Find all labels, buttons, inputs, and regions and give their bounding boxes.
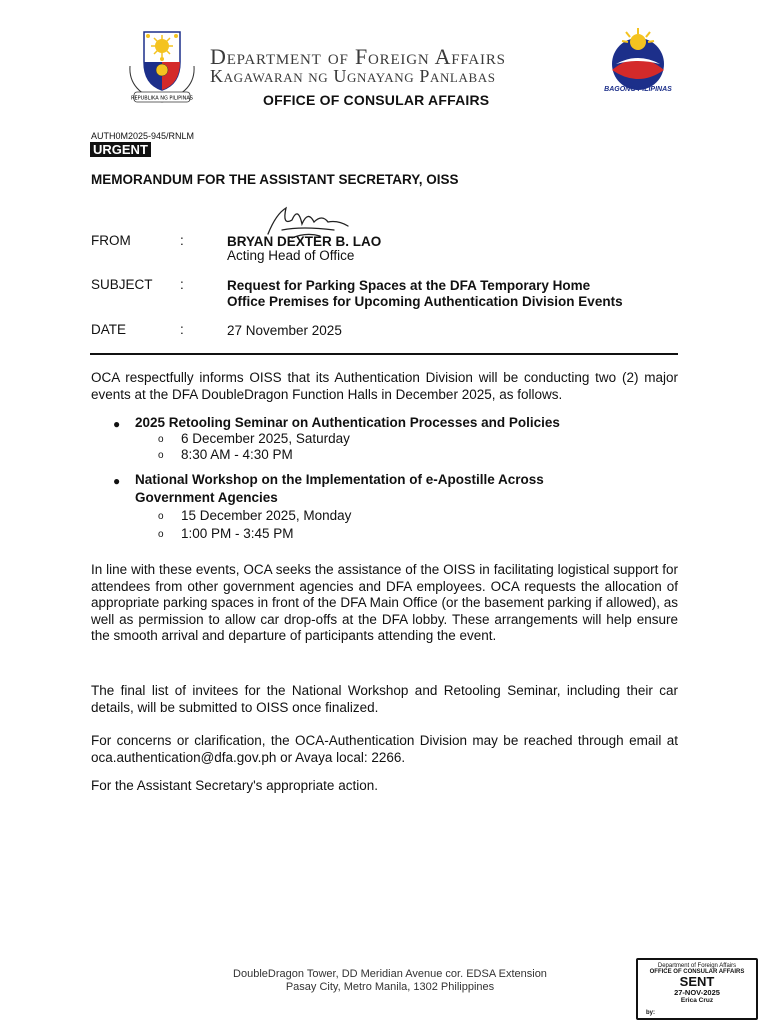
- footer-address-line-1: DoubleDragon Tower, DD Meridian Avenue cor. EDSA Extension: [233, 968, 547, 980]
- from-label: FROM: [91, 233, 131, 248]
- bagong-pilipinas-label: BAGONG PILIPINAS: [604, 86, 672, 93]
- department-title: Department of Foreign Affairs: [210, 44, 506, 69]
- event-2-date-bullet: o: [158, 511, 164, 522]
- event-1-date-bullet: o: [158, 434, 164, 445]
- event-1-title: 2025 Retooling Seminar on Authentication Processes and Policies: [135, 415, 560, 430]
- date-label: DATE: [91, 322, 127, 337]
- subject-line-2: Office Premises for Upcoming Authentication Division Events: [227, 294, 623, 309]
- event-2-title: National Workshop on the Implementation of e-Apostille Across Government Agencies: [135, 472, 544, 505]
- from-title: Acting Head of Office: [227, 248, 355, 263]
- stamp-by-label: by:: [646, 1010, 655, 1016]
- invitees-paragraph: The final list of invitees for the National Workshop and Retooling Seminar, including their car details, will be submitted to OISS once finalized.: [91, 683, 678, 715]
- subject-colon: :: [180, 277, 184, 292]
- event-2-time-bullet: o: [158, 529, 164, 540]
- event-1-bullet: ●: [113, 417, 121, 431]
- stamp-date: 27-NOV-2025: [674, 988, 720, 997]
- sent-stamp: [636, 958, 758, 1020]
- contact-paragraph: For concerns or clarification, the OCA-Authentication Division may be reached through email at oca.authentication@dfa.gov.ph or Avaya local: 2266.: [91, 733, 678, 765]
- event-2-time: 1:00 PM - 3:45 PM: [181, 526, 294, 541]
- logistics-paragraph: In line with these events, OCA seeks the assistance of the OISS in facilitating logistical support for attendees from other government agencies and DFA employees. OCA requests the allocation of appropriate parking spaces in front of the DFA Main Office (or the basement parking if allowed), as well as permission to allow car drop-offs at the DFA lobby. These arrangements will help ensure the smooth arrival and departure of participants attending the event.: [91, 562, 678, 643]
- seal-label: REPUBLIKA NG PILIPINAS: [131, 95, 193, 102]
- department-subtitle: Kagawaran ng Ugnayang Panlabas: [210, 66, 496, 86]
- stamp-status: SENT: [679, 974, 715, 989]
- closing-paragraph: For the Assistant Secretary's appropriate action.: [91, 778, 378, 793]
- footer-address-line-2: Pasay City, Metro Manila, 1302 Philippines: [285, 981, 495, 993]
- subject-line-1: Request for Parking Spaces at the DFA Temporary Home: [227, 278, 591, 293]
- urgent-badge: URGENT: [90, 142, 151, 157]
- dfa-seal-logo: [124, 26, 200, 106]
- office-title: OFFICE OF CONSULAR AFFAIRS: [263, 92, 490, 108]
- event-2-bullet: ●: [113, 474, 121, 488]
- header-divider: [90, 353, 678, 355]
- event-1-time: 8:30 AM - 4:30 PM: [181, 447, 293, 462]
- event-1-date: 6 December 2025, Saturday: [181, 431, 350, 446]
- stamp-department: Department of Foreign Affairs: [657, 963, 737, 969]
- reference-number: AUTH0M2025-945/RNLM: [91, 131, 195, 141]
- date-value: 27 November 2025: [227, 323, 342, 338]
- from-name: BRYAN DEXTER B. LAO: [227, 234, 382, 249]
- event-2-date: 15 December 2025, Monday: [181, 508, 352, 523]
- stamp-name: Erica Cruz: [680, 997, 714, 1004]
- memo-addressee: MEMORANDUM FOR THE ASSISTANT SECRETARY, OISS: [91, 172, 459, 187]
- event-1-time-bullet: o: [158, 450, 164, 461]
- subject-label: SUBJECT: [91, 277, 153, 292]
- from-colon: :: [180, 233, 184, 248]
- intro-paragraph: OCA respectfully informs OISS that its Authentication Division will be conducting two (2) major events at the DFA DoubleDragon Function Halls in December 2025, as follows.: [91, 370, 678, 402]
- date-colon: :: [180, 322, 184, 337]
- stamp-office: OFFICE OF CONSULAR AFFAIRS: [649, 969, 745, 975]
